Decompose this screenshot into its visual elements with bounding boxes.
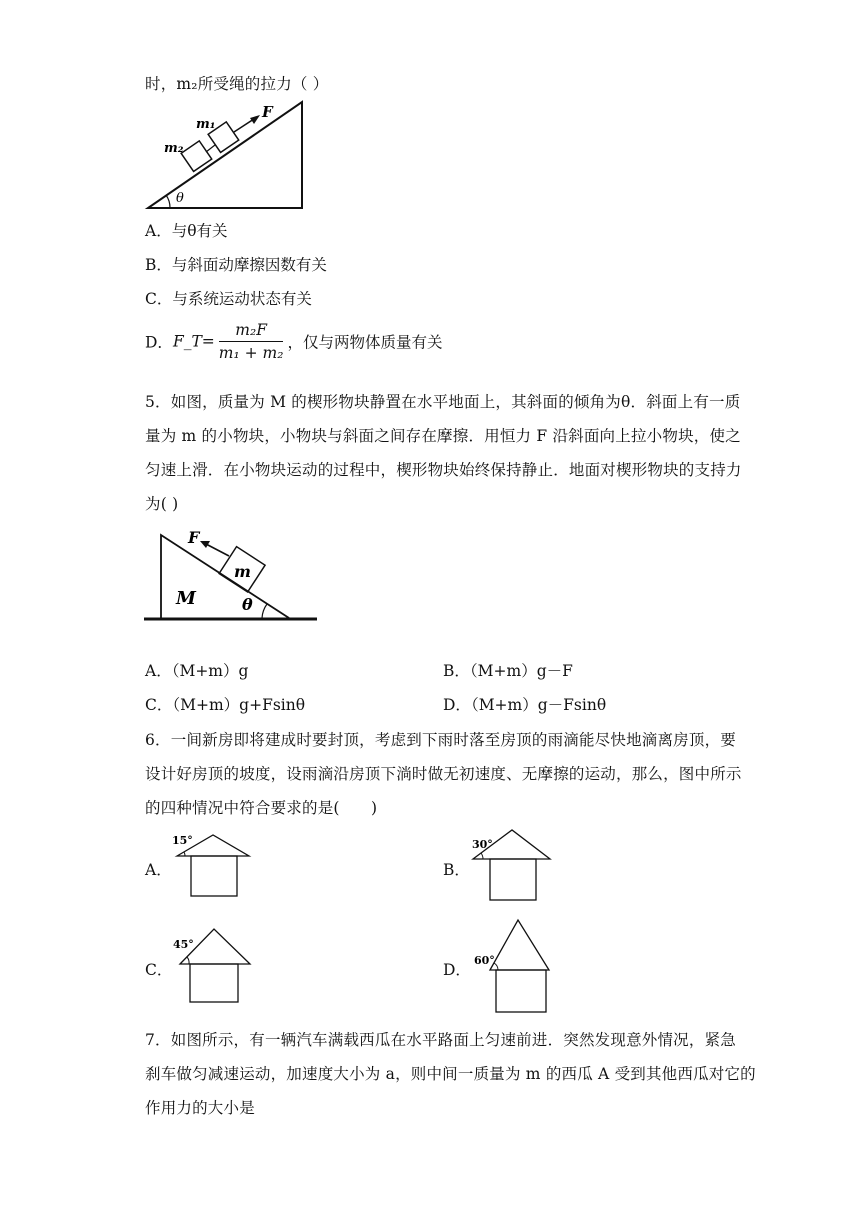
q4-label-m2: m₂ [164,141,184,156]
q4-option-a[interactable] [145,219,228,241]
q5-option-b[interactable] [443,659,573,681]
q5-option-c[interactable] [145,693,305,715]
q6-angle-b: 30° [472,838,493,851]
q4-option-d-denominator: m₁ + m₂ [218,344,284,362]
q4-option-d-lhs: F_T= [172,332,215,351]
q5-option-a-text: （M+m）g [171,662,249,680]
q4-option-d[interactable] [145,321,442,362]
q6-body-a [191,856,237,896]
q4-label-theta: θ [176,191,184,206]
q6-body-c [190,964,238,1002]
q4-angle-arc [166,195,170,208]
q4-option-c-letter: C． [145,290,173,308]
q6-house-b [468,826,552,904]
q6-angle-c: 45° [173,938,194,951]
q5-wedge-figure [144,530,320,626]
q5-option-a[interactable] [145,659,248,681]
q6-angle-d: 60° [474,954,495,967]
q6-option-c-letter[interactable]: C． [145,961,173,979]
q5-force-arrow [206,544,229,556]
q6-body-b [490,859,536,900]
q6-body-d [496,970,546,1012]
q5-option-c-letter: C． [145,696,173,714]
q6-roof-d [490,920,549,970]
q5-label-theta: θ [242,595,253,614]
q6-angle-arc-c [187,957,189,964]
q4-option-a-text: 与θ有关 [171,222,228,240]
q6-option-d-letter[interactable]: D． [443,961,471,979]
q4-label-m1: m₁ [196,117,216,132]
q5-option-b-text: （M+m）g－F [469,662,573,680]
q6-angle-arc-b [481,853,483,859]
q4-option-c-text: 与系统运动状态有关 [172,290,312,308]
q6-house-c [170,924,254,1006]
q4-option-d-numerator: m₂F [219,321,284,342]
q5-stem-line-4: 为( ) [145,495,179,513]
q5-stem-line-1: 5．如图，质量为 M 的楔形物块静置在水平地面上，其斜面的倾角为θ．斜面上有一质 [145,393,741,411]
q5-stem-line-2: 量为 m 的小物块，小物块与斜面之间存在摩擦．用恒力 F 沿斜面向上拉小物块，使之 [145,427,741,445]
q6-stem-line-3: 的四种情况中符合要求的是( ) [145,799,378,817]
q6-angle-a: 15° [172,834,193,847]
q4-option-d-tail: ，仅与两物体质量有关 [287,333,443,352]
q4-option-c[interactable] [145,287,312,309]
q5-option-d-text: （M+m）g－Fsinθ [470,696,607,714]
q4-label-F: F [262,103,273,121]
q5-option-d-letter: D． [443,696,471,714]
q6-stem-line-2: 设计好房顶的坡度，设雨滴沿房顶下淌时做无初速度、无摩擦的运动，那么，图中所示 [145,765,742,783]
q6-stem-line-1: 6．一间新房即将建成时要封顶，考虑到下雨时落至房顶的雨滴能尽快地滴离房顶，要 [145,731,736,749]
q5-option-c-text: （M+m）g+Fsinθ [172,696,306,714]
q4-rope [206,145,215,152]
q5-option-d[interactable] [443,693,606,715]
q6-house-a [170,828,254,904]
q5-option-b-letter: B． [443,662,470,680]
q7-stem-line-3: 作用力的大小是 [145,1099,255,1117]
q4-option-b[interactable] [145,253,327,275]
q4-force-arrowhead [250,115,260,124]
q5-angle-arc [262,604,267,618]
q5-label-F: F [188,528,200,547]
q5-label-m: m [234,562,251,581]
q4-option-b-text: 与斜面动摩擦因数有关 [171,256,327,274]
q4-stem-tail: 时，m₂所受绳的拉力（ ） [145,75,329,93]
q5-label-M: M [176,588,196,609]
q6-option-a-letter[interactable]: A． [145,861,172,879]
q4-option-b-letter: B． [145,256,172,274]
q6-house-d [470,918,560,1014]
q4-option-d-fraction [219,321,284,362]
q4-option-d-letter: D． [145,333,173,352]
q7-stem-line-1: 7．如图所示，有一辆汽车满载西瓜在水平路面上匀速前进．突然发现意外情况，紧急 [145,1031,736,1049]
q5-option-a-letter: A． [145,662,172,680]
q4-incline-figure [146,100,316,212]
q7-stem-line-2: 刹车做匀减速运动，加速度大小为 a，则中间一质量为 m 的西瓜 A 受到其他西瓜对它的 [145,1065,756,1083]
q5-stem-line-3: 匀速上滑．在小物块运动的过程中，楔形物块始终保持静止．地面对楔形物块的支持力 [145,461,742,479]
q6-option-b-letter[interactable]: B． [443,861,470,879]
q4-option-a-letter: A． [145,222,172,240]
